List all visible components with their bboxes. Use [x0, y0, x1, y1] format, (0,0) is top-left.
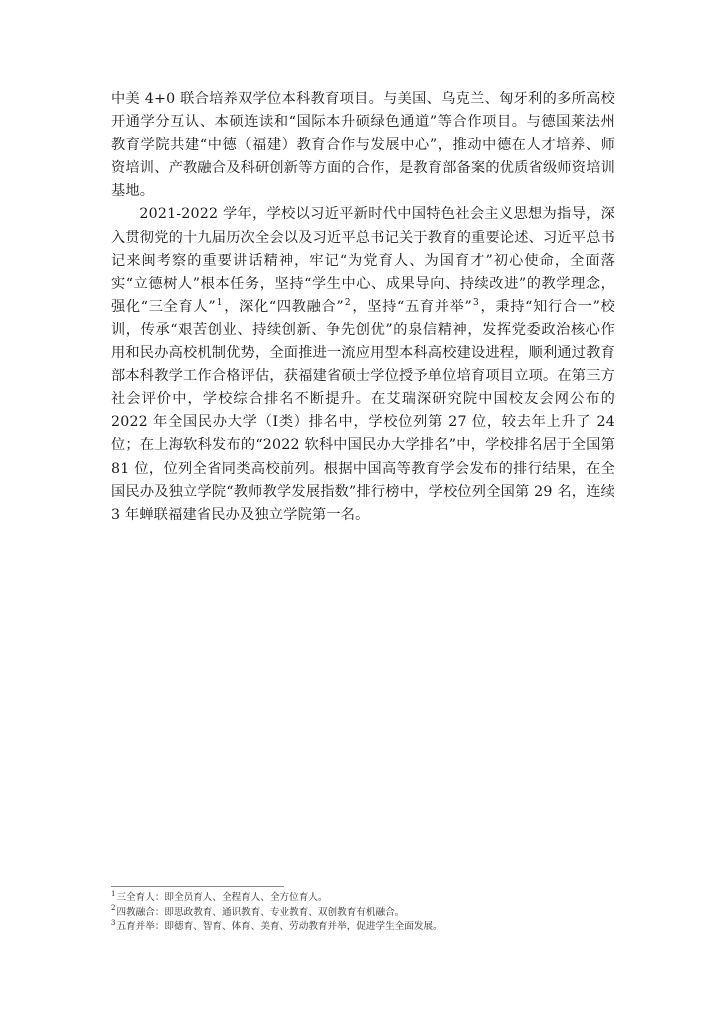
footnote-reference-2[interactable]: 2: [344, 298, 351, 309]
footnote-text: 三全育人：即全员育人、全程育人、全方位育人。: [116, 892, 328, 903]
paragraph-2-text: 2021-2022 学年，学校以习近平新时代中国特色社会主义思想为指导，深入贯彻党的十九届历次全会以及习近平总书记关于教育的重要论述、习近平总书记来闽考察的重要讲话精神，牢记“为党育人、为国育才”初心使命，全面落实“立德树人”根本任务，坚持“学生中心、成果导向、持续改进”的教学理念，强化“三全育人”: [111, 206, 615, 315]
paragraph-1: 中美 4+0 联合培养双学位本科教育项目。与美国、乌克兰、匈牙利的多所高校开通学分互认、本硕连读和“国际本升硕绿色通道”等合作项目。与德国莱法州教育学院共建“中德（福建）教育合作与发展中心”，推动中德在人才培养、师资培训、产教融合及科研创新等方面的合作，是教育部备案的优质省级师资培训基地。: [111, 91, 615, 200]
footnote-text: 五育并举：即德育、智育、体育、美育、劳动教育并举，促进学生全面发展。: [116, 921, 443, 932]
footnote-number: 2: [111, 904, 116, 913]
footnote-2: [111, 906, 615, 921]
footnotes: [111, 891, 615, 935]
footnote-reference-1[interactable]: 1: [216, 298, 223, 309]
footnote-number: 1: [111, 889, 116, 898]
footnote-reference-3[interactable]: 3: [473, 298, 479, 309]
footnote-3: [111, 920, 615, 935]
footnote-divider: [111, 886, 284, 887]
footnote-number: 3: [111, 918, 116, 927]
body-text: [111, 88, 615, 527]
paragraph-2-text: ，秉持“知行合一”校训，传承“艰苦创业、持续创新、争先创优”的泉信精神，发挥党委政治核心作用和民办高校机制优势，全面推进一流应用型本科高校建设进程，顺利通过教育部本科教学工作合格评估，获福建省硕士学位授予单位培育项目立项。在第三方社会评价中，学校综合排名不断提升。在艾瑞深研究院中国校友会网公布的 2022 年全国民办大学（Ⅰ类）排名中，学校位列第 27 位，较去年上升了 24 位；在上海软科发布的“2022 软科中国民办大学排名”中，学校排名居于全国第 81 位，位列全省同类高校前列。根据中国高等教育学会发布的排行结果，在全国民办及独立学院“教师教学发展指数”排行榜中，学校位列全国第 29 名，连续 3 年蝉联福建省民办及独立学院第一名。: [111, 298, 615, 523]
footnote-1: [111, 891, 615, 906]
paragraph-2-text: ，坚持“五育并举”: [351, 298, 472, 315]
paragraph-2-text: ，深化“四教融合”: [223, 298, 344, 315]
footnote-text: 四教融合：即思政教育、通识教育、专业教育、双创教育有机融合。: [116, 906, 405, 918]
paragraph-2: [111, 203, 615, 526]
